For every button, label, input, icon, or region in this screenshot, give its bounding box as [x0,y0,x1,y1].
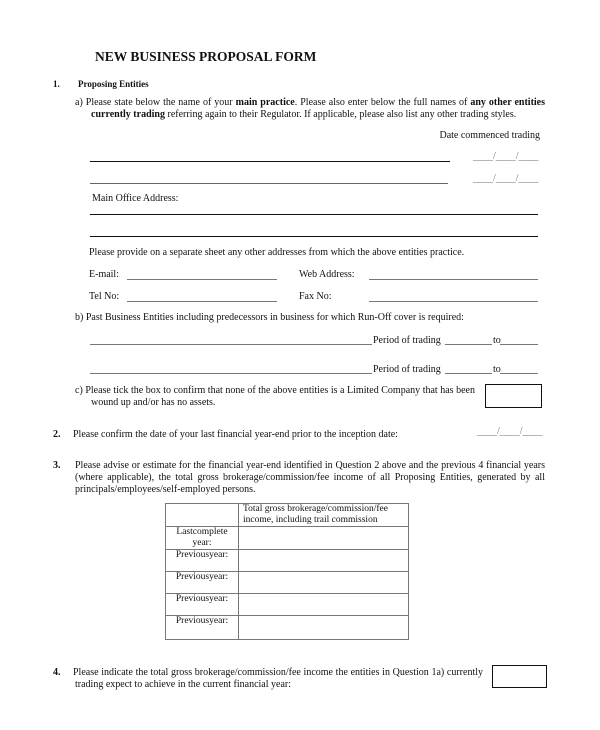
question-3-last-line: principals/employees/self-employed persons. [75,484,256,495]
section-1-number: 1. [53,79,60,89]
question-1b: b) Past Business Entities including predecessors in business for which Run-Off cover is required: [75,312,464,323]
period-to-field-1[interactable] [500,344,538,345]
income-header: Total gross brokerage/commission/fee income, including trail commission [239,504,409,527]
period-from-field-1[interactable] [445,344,492,345]
past-entity-field-1[interactable] [90,344,372,345]
section-2-number: 2. [53,429,61,440]
address-field-1[interactable] [90,214,538,215]
entity-name-field-1[interactable] [90,161,450,162]
other-addresses-note: Please provide on a separate sheet any other addresses from which the above entities practice. [89,247,465,258]
email-field[interactable] [127,279,277,280]
to-label-2: to [493,364,501,375]
row-label: Previousyear: [166,550,239,572]
web-field[interactable] [369,279,538,280]
tel-field[interactable] [127,301,277,302]
date-field-2[interactable]: ____/____/____ [473,173,539,184]
period-from-field-2[interactable] [445,373,492,374]
web-label: Web Address: [299,269,355,280]
row-label: Previousyear: [166,594,239,616]
email-label: E-mail: [89,269,119,280]
main-office-label: Main Office Address: [92,193,179,204]
fax-label: Fax No: [299,291,332,302]
to-label-1: to [493,335,501,346]
fax-field[interactable] [369,301,538,302]
past-entity-field-2[interactable] [90,373,372,374]
period-label-1: Period of trading [373,335,441,346]
income-cell[interactable] [239,616,409,640]
income-cell[interactable] [239,594,409,616]
section-1-heading: Proposing Entities [78,79,149,89]
entity-name-field-2[interactable] [90,183,448,184]
form-title: NEW BUSINESS PROPOSAL FORM [95,49,317,64]
year-end-date-field[interactable]: ____/____/____ [477,426,543,437]
question-1c-line1: c) Please tick the box to confirm that none of the above entities is a Limited Company that has been [75,385,475,396]
question-4-line2: trading expect to achieve in the current financial year: [75,679,292,690]
question-1a-line1: a) Please state below the name of your main practice. Please also enter below the full names of any other entities [75,97,546,108]
address-field-2[interactable] [90,236,538,237]
question-4-line1: Please indicate the total gross brokerage/commission/fee income the entities in Question 1a) currently [73,667,483,678]
income-cell[interactable] [239,527,409,550]
income-cell[interactable] [239,550,409,572]
row-label: Previousyear: [166,572,239,594]
date-field-1[interactable]: ____/____/____ [473,151,539,162]
expected-income-field[interactable] [492,665,547,688]
section-3-number: 3. [53,460,61,471]
income-table [165,503,409,640]
period-to-field-2[interactable] [500,373,538,374]
question-1a-line2: currently trading referring again to their Regulator. If applicable, please also list any other trading styles. [91,109,517,120]
row-label: Previousyear: [166,616,239,640]
limited-company-checkbox[interactable] [485,384,542,408]
row-label: Lastcomplete year: [166,527,239,550]
question-2: Please confirm the date of your last financial year-end prior to the inception date: [73,429,398,440]
question-1c-line2: wound up and/or has no assets. [91,397,216,408]
period-label-2: Period of trading [373,364,441,375]
date-commenced-label: Date commenced trading [439,130,540,141]
question-3: Please advise or estimate for the financial year-end identified in Question 2 above and the previous 4 financial years (where applicable), the total gross brokerage/commission/fee income of all Proposing Entities, generated by all [75,460,545,483]
tel-label: Tel No: [89,291,120,302]
income-cell[interactable] [239,572,409,594]
section-4-number: 4. [53,667,61,678]
